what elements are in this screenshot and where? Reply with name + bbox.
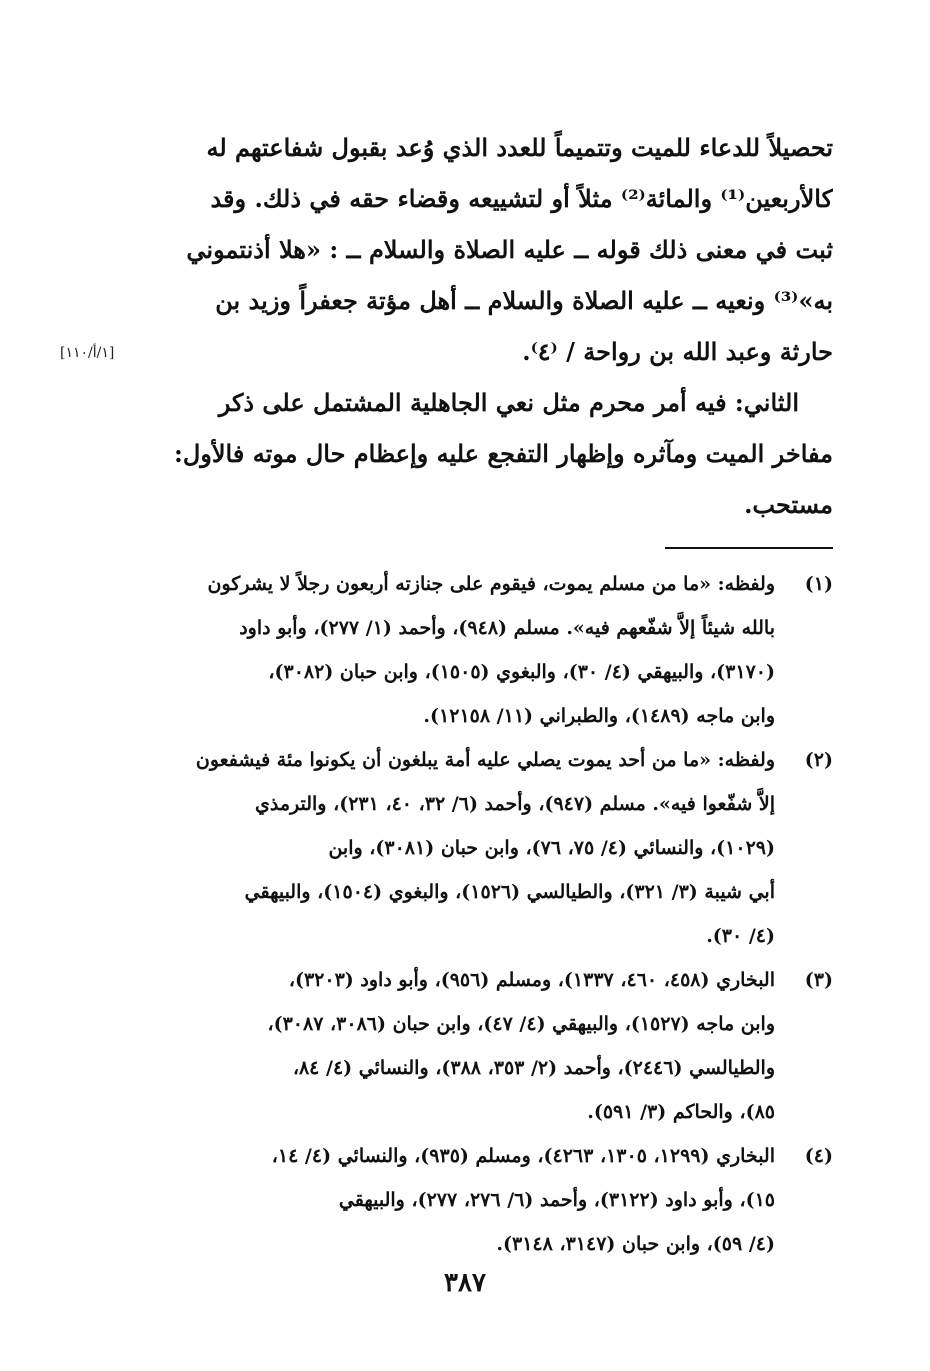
footnote-line: ٨٥)، والحاكم (٣/ ٥٩١). bbox=[587, 1101, 775, 1123]
main-text-line: مستحب. bbox=[744, 490, 833, 519]
main-text-line: كالأربعين⁽¹⁾ والمائة⁽²⁾ مثلاً أو لتشييعه وقضاء حقه في ذلك. وقد bbox=[210, 184, 833, 213]
main-text bbox=[165, 122, 833, 530]
footnote-line: والطيالسي (٢٤٤٦)، وأحمد (٢/ ٣٥٣، ٣٨٨)، والنسائي (٤/ ٨٤، bbox=[292, 1057, 775, 1079]
footnote-separator bbox=[665, 547, 833, 549]
footnote-line: (٤/ ٥٩)، وابن حبان (٣١٤٧، ٣١٤٨). bbox=[496, 1233, 775, 1255]
footnote-line: وابن ماجه (١٤٨٩)، والطبراني (١١/ ١٢١٥٨). bbox=[423, 705, 775, 727]
footnote-line: إلاَّ شفّعوا فيه». مسلم (٩٤٧)، وأحمد (٦/ ٣٢، ٤٠، ٢٣١)، والترمذي bbox=[254, 793, 775, 815]
footnote-line: أبي شيبة (٣/ ٣٢١)، والطيالسي (١٥٢٦)، والبغوي (١٥٠٤)، والبيهقي bbox=[244, 881, 775, 903]
footnote-2 bbox=[165, 738, 833, 958]
main-text-line: الثاني: فيه أمر محرم مثل نعي الجاهلية المشتمل على ذكر bbox=[218, 388, 799, 417]
main-text-line: مفاخر الميت ومآثره وإظهار التفجع عليه وإعظام حال موته فالأول: bbox=[173, 439, 833, 468]
footnote-1 bbox=[165, 562, 833, 738]
footnote-line: (٤/ ٣٠). bbox=[706, 925, 775, 947]
footnote-line: البخاري (٤٥٨، ٤٦٠، ١٣٣٧)، ومسلم (٩٥٦)، وأبو داود (٣٢٠٣)، bbox=[288, 969, 775, 991]
main-text-line: تحصيلاً للدعاء للميت وتتميماً للعدد الذي وُعد بقبول شفاعتهم له bbox=[206, 133, 833, 162]
footnote-3 bbox=[165, 958, 833, 1134]
footnote-4 bbox=[165, 1134, 833, 1266]
manuscript-margin-reference: [١/أ/١١٠] bbox=[60, 345, 115, 361]
footnote-number: (٢) bbox=[804, 749, 833, 771]
main-text-line: به»⁽³⁾ ونعيه ــ عليه الصلاة والسلام ــ أهل مؤتة جعفراً وزيد بن bbox=[215, 286, 833, 315]
footnote-number: (٣) bbox=[804, 969, 833, 991]
footnote-number: (١) bbox=[804, 573, 833, 595]
footnote-line: بالله شيئاً إلاَّ شفّعهم فيه». مسلم (٩٤٨)، وأحمد (١/ ٢٧٧)، وأبو داود bbox=[239, 617, 775, 639]
footnote-line: ولفظه: «ما من أحد يموت يصلي عليه أمة يبلغون أن يكونوا مئة فيشفعون bbox=[195, 749, 775, 771]
footnote-line: ١٥)، وأبو داود (٣١٢٢)، وأحمد (٦/ ٢٧٦، ٢٧٧)، والبيهقي bbox=[338, 1189, 775, 1211]
footnote-line: ولفظه: «ما من مسلم يموت، فيقوم على جنازته أربعون رجلاً لا يشركون bbox=[207, 573, 775, 595]
main-text-line: ثبت في معنى ذلك قوله ــ عليه الصلاة والسلام ــ : «هلا أذنتموني bbox=[186, 235, 833, 264]
main-text-line: حارثة وعبد الله بن رواحة / ⁽٤⁾. bbox=[522, 337, 833, 366]
footnotes bbox=[165, 562, 833, 1266]
footnote-number: (٤) bbox=[804, 1145, 833, 1167]
footnote-line: وابن ماجه (١٥٢٧)، والبيهقي (٤/ ٤٧)، وابن حبان (٣٠٨٦، ٣٠٨٧)، bbox=[267, 1013, 775, 1035]
page-number: ٣٨٧ bbox=[444, 1268, 486, 1298]
footnote-line: (٣١٧٠)، والبيهقي (٤/ ٣٠)، والبغوي (١٥٠٥)، وابن حبان (٣٠٨٢)، bbox=[268, 661, 775, 683]
footnote-line: البخاري (١٢٩٩، ١٣٠٥، ٤٢٦٣)، ومسلم (٩٣٥)، والنسائي (٤/ ١٤، bbox=[271, 1145, 775, 1167]
footnote-line: (١٠٢٩)، والنسائي (٤/ ٧٥، ٧٦)، وابن حبان (٣٠٨١)، وابن bbox=[328, 837, 775, 859]
